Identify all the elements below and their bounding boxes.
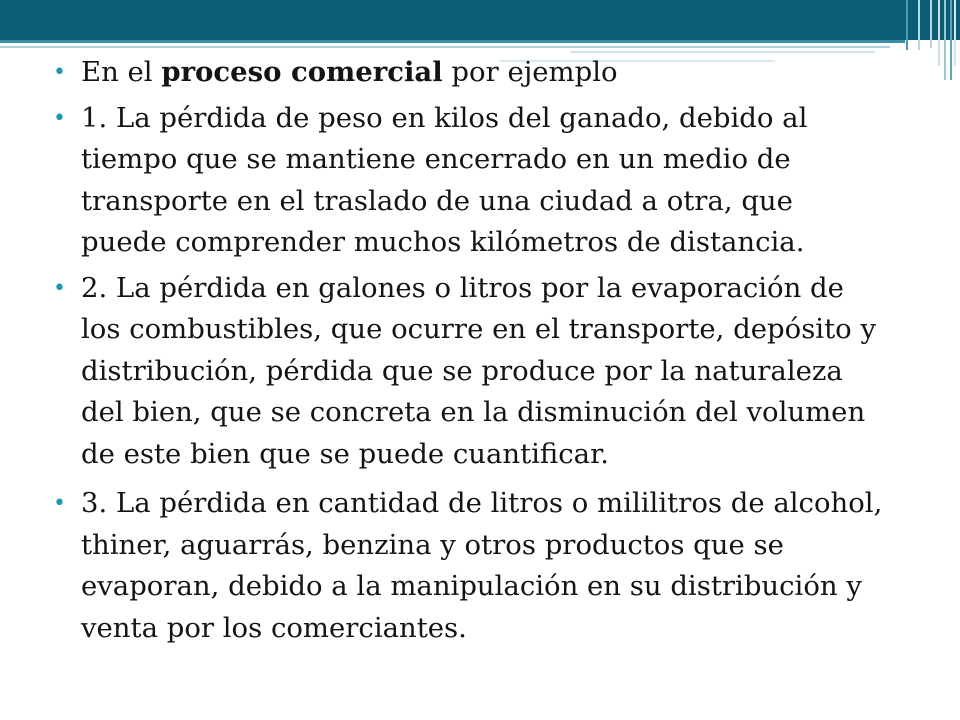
decorative-stripe — [930, 0, 932, 48]
header-band — [0, 0, 960, 40]
bullet-text: 2. La pérdida en galones o litros por la evaporación de los combustibles, que ocurre en el transporte, depósito y distribución, pérdida que se produce por la naturaleza del bien, que se concreta en la disminución del volumen de este bien que se puede cuantificar. — [81, 271, 876, 470]
header-rule — [0, 40, 905, 43]
bullet-icon: • — [53, 105, 66, 131]
decorative-stripe — [918, 0, 920, 50]
bullet-item-intro — [53, 52, 883, 94]
bullet-item-1 — [53, 98, 883, 264]
intro-text-bold: proceso comercial — [161, 56, 443, 88]
decorative-stripe — [950, 0, 952, 80]
intro-text-before: En el — [81, 56, 162, 88]
header-rule — [0, 46, 890, 48]
bullet-item-2 — [53, 268, 883, 476]
bullet-text: 1. La pérdida de peso en kilos del ganado, debido al tiempo que se mantiene encerrado en un medio de transporte en el traslado de una ciudad a otra, que puede comprender muchos kilómetros de distancia. — [81, 101, 808, 258]
decorative-stripe — [906, 0, 908, 50]
intro-text-after: por ejemplo — [442, 56, 618, 88]
bullet-icon: • — [53, 275, 66, 301]
decorative-stripe — [954, 0, 956, 66]
bullet-list — [53, 52, 883, 653]
bullet-icon: • — [53, 60, 66, 85]
bullet-icon: • — [53, 491, 66, 516]
bullet-text: 3. La pérdida en cantidad de litros o mililitros de alcohol, thiner, aguarrás, benzina y otros productos que se evaporan, debido a la manipulación en su distribución y venta por los comerciantes. — [81, 487, 883, 644]
decorative-stripe — [938, 0, 940, 66]
bullet-item-3 — [53, 483, 883, 649]
decorative-stripe — [944, 0, 946, 80]
